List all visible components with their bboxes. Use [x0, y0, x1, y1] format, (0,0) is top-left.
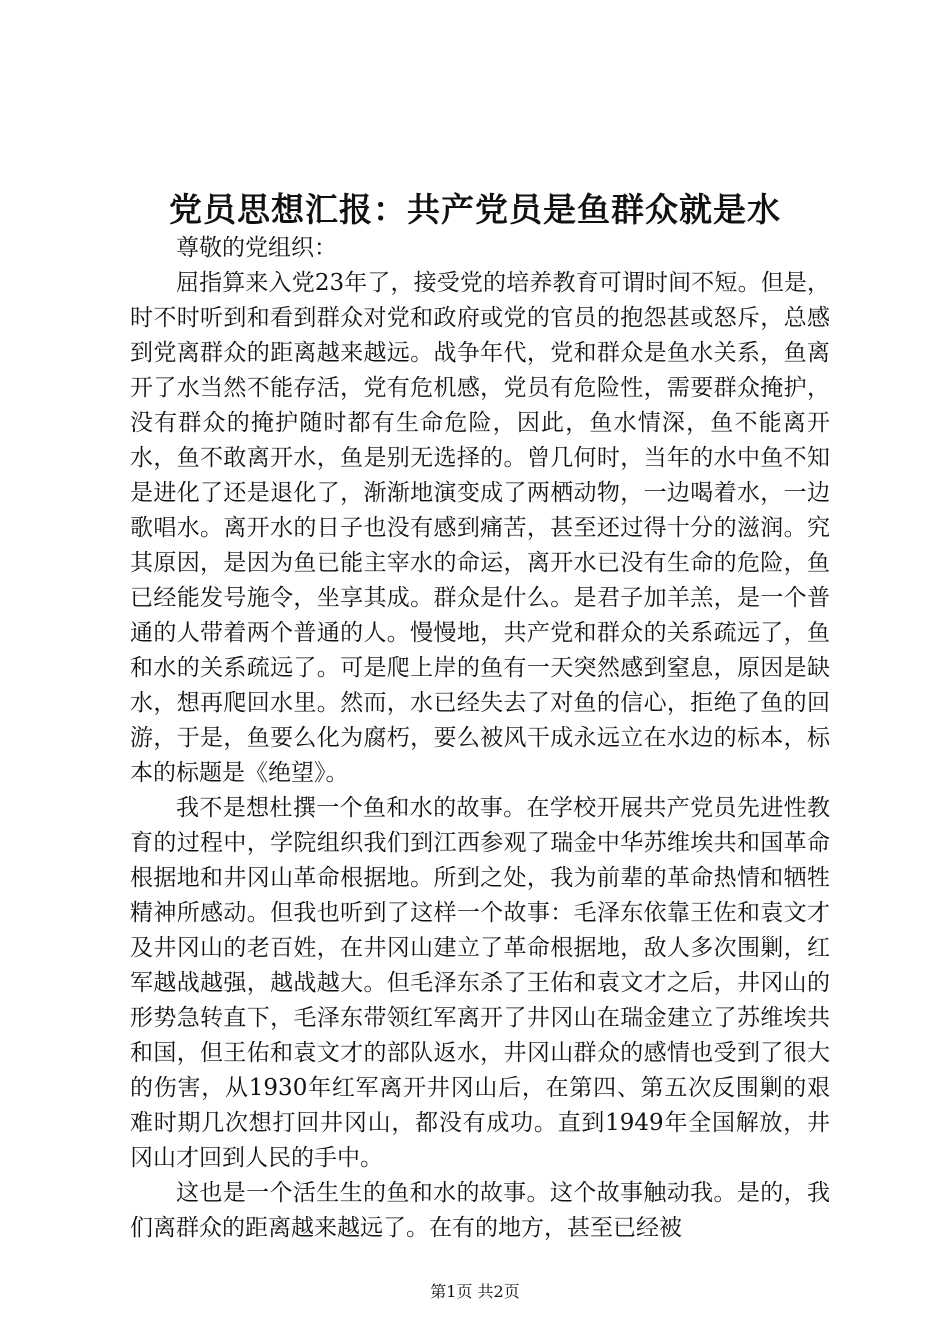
paragraph-1: 屈指算来入党23年了，接受党的培养教育可谓时间不短。但是，时不时听到和看到群众对党和政府或党的官员的抱怨甚或怒斥，总感到党离群众的距离越来越远。战争年代，党和群众是鱼水关系，鱼离开了水当然不能存活，党有危机感，党员有危险性，需要群众掩护，没有群众的掩护随时都有生命危险，因此，鱼水情深，鱼不能离开水，鱼不敢离开水，鱼是别无选择的。曾几何时，当年的水中鱼不知是进化了还是退化了，渐渐地演变成了两栖动物，一边喝着水，一边歌唱水。离开水的日子也没有感到痛苦，甚至还过得十分的滋润。究其原因，是因为鱼已能主宰水的命运，离开水已没有生命的危险，鱼已经能发号施令，坐享其成。群众是什么。是君子加羊羔，是一个普通的人带着两个普通的人。慢慢地，共产党和群众的关系疏远了，鱼和水的关系疏远了。可是爬上岸的鱼有一天突然感到窒息，原因是缺水，想再爬回水里。然而，水已经失去了对鱼的信心，拒绝了鱼的回游，于是，鱼要么化为腐朽，要么被风干成永远立在水边的标本，标本的标题是《绝望》。 [130, 270, 830, 786]
salutation: 尊敬的党组织： [176, 235, 337, 261]
document-body [130, 231, 830, 1246]
paragraph-2: 我不是想杜撰一个鱼和水的故事。在学校开展共产党员先进性教育的过程中，学院组织我们到江西参观了瑞金中华苏维埃共和国革命根据地和井冈山革命根据地。所到之处，我为前辈的革命热情和牺牲精神所感动。但我也听到了这样一个故事：毛泽东依靠王佐和袁文才及井冈山的老百姓，在井冈山建立了革命根据地，敌人多次围剿，红军越战越强，越战越大。但毛泽东杀了王佑和袁文才之后，井冈山的形势急转直下，毛泽东带领红军离开了井冈山在瑞金建立了苏维埃共和国，但王佑和袁文才的部队返水，井冈山群众的感情也受到了很大的伤害，从1930年红军离开井冈山后，在第四、第五次反围剿的艰难时期几次想打回井冈山，都没有成功。直到1949年全国解放，井冈山才回到人民的手中。 [130, 795, 830, 1171]
paragraph-3: 这也是一个活生生的鱼和水的故事。这个故事触动我。是的，我们离群众的距离越来越远了。在有的地方，甚至已经被 [130, 1180, 830, 1241]
page-footer: 第1页 共2页 [430, 1282, 520, 1301]
document-title: 党员思想汇报：共产党员是鱼群众就是水 [169, 190, 781, 229]
